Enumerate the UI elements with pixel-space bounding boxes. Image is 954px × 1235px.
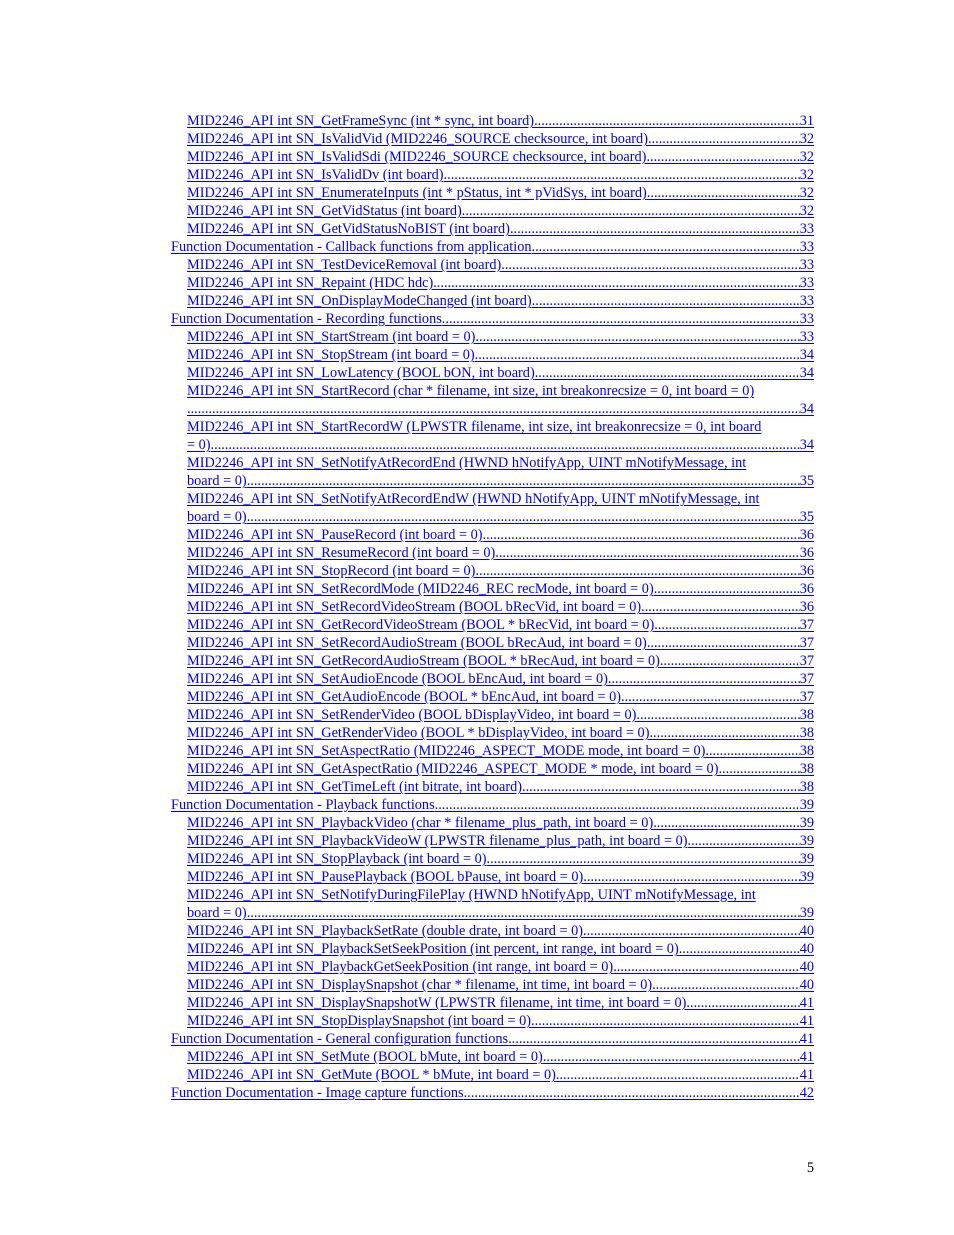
toc-entry-title: MID2246_API int SN_PlaybackVideo (char * filename_plus_path, int board = 0) <box>187 815 654 831</box>
toc-page-number: 37 <box>799 635 814 651</box>
toc-entry-title: MID2246_API int SN_GetVidStatusNoBIST (int board) <box>187 221 510 237</box>
dot-leader <box>679 940 800 958</box>
toc-entry-title: MID2246_API int SN_SetRecordAudioStream (BOOL bRecAud, int board = 0) <box>187 635 647 651</box>
toc-entry-title: MID2246_API int SN_StartRecordW (LPWSTR filename, int size, int breakonrecsize = 0, int board <box>187 419 762 435</box>
toc-entry-link[interactable] <box>171 976 814 994</box>
dot-leader <box>621 688 800 706</box>
toc-entry-link[interactable] <box>171 778 814 796</box>
toc-entry-link[interactable] <box>171 922 814 940</box>
toc-page-number: 33 <box>799 257 814 273</box>
toc-page-number: 33 <box>799 293 814 309</box>
toc-entry-title: MID2246_API int SN_DisplaySnapshot (char * filename, int time, int board = 0) <box>187 977 653 993</box>
toc-page-number: 39 <box>799 833 814 849</box>
dot-leader <box>686 994 799 1012</box>
toc-page-number: 38 <box>799 743 814 759</box>
dot-leader <box>475 346 800 364</box>
toc-entry-link[interactable] <box>171 940 814 958</box>
toc-entry-link[interactable] <box>171 670 814 688</box>
toc-entry-title: MID2246_API int SN_PauseRecord (int board = 0) <box>187 527 483 543</box>
dot-leader <box>613 958 800 976</box>
page-number: 5 <box>806 1160 814 1176</box>
toc-entry-link[interactable] <box>171 328 814 346</box>
toc-entry-title: MID2246_API int SN_GetAspectRatio (MID2246_ASPECT_MODE * mode, int board = 0) <box>187 761 719 777</box>
toc-entry-link[interactable] <box>171 868 814 886</box>
toc-page-number: 32 <box>799 185 814 201</box>
toc-entry-link[interactable] <box>171 166 814 184</box>
toc-page-number: 38 <box>799 725 814 741</box>
dot-leader <box>705 742 799 760</box>
dot-leader <box>531 1012 800 1030</box>
toc-entry-title: MID2246_API int SN_GetFrameSync (int * sync, int board) <box>187 113 535 129</box>
toc-entry-title: Function Documentation - Recording functions <box>171 311 442 327</box>
toc-section-link[interactable] <box>171 1030 814 1048</box>
toc-entry-link[interactable] <box>171 292 814 310</box>
toc-page-number: 38 <box>799 779 814 795</box>
dot-leader <box>522 778 800 796</box>
toc-entry-title: MID2246_API int SN_StopStream (int board = 0) <box>187 347 475 363</box>
dot-leader <box>475 562 799 580</box>
toc-page-number: 33 <box>799 311 814 327</box>
toc-page-number: 40 <box>799 959 814 975</box>
toc-page-number: 37 <box>799 689 814 705</box>
dot-leader <box>646 148 799 166</box>
toc-entry-link[interactable] <box>171 202 814 220</box>
toc-section-link[interactable] <box>171 1084 814 1102</box>
toc-entry-link[interactable] <box>171 616 814 634</box>
toc-entry-title: MID2246_API int SN_GetRecordAudioStream (BOOL * bRecAud, int board = 0) <box>187 653 660 669</box>
dot-leader <box>444 166 800 184</box>
dot-leader <box>647 184 800 202</box>
dot-leader <box>495 544 799 562</box>
dot-leader <box>608 670 800 688</box>
dot-leader <box>532 292 800 310</box>
toc-page-number: 39 <box>799 851 814 867</box>
dot-leader <box>442 310 800 328</box>
toc-entry-link[interactable] <box>171 814 814 832</box>
toc-entry-title: MID2246_API int SN_StopRecord (int board = 0) <box>187 563 476 579</box>
toc-entry-link[interactable] <box>171 760 814 778</box>
toc-page-number: 33 <box>799 275 814 291</box>
toc-page-number: 36 <box>799 563 814 579</box>
toc-page-number: 33 <box>799 329 814 345</box>
toc-entry-title-continued: = 0) <box>187 437 211 453</box>
toc-entry-title: Function Documentation - Callback functions from application <box>171 239 532 255</box>
toc-entry-title: MID2246_API int SN_GetAudioEncode (BOOL * bEncAud, int board = 0) <box>187 689 622 705</box>
dot-leader <box>211 436 800 454</box>
toc-entry-title: MID2246_API int SN_StartRecord (char * filename, int size, int breakonrecsize = 0, int board = 0) <box>187 383 755 399</box>
dot-leader <box>636 706 799 724</box>
toc-entry-title: MID2246_API int SN_Repaint (HDC hdc) <box>187 275 434 291</box>
toc-entry-link[interactable] <box>171 364 814 382</box>
toc-entry-title: MID2246_API int SN_PlaybackGetSeekPosition (int range, int board = 0) <box>187 959 614 975</box>
toc-page-number: 37 <box>799 671 814 687</box>
toc-entry-title: MID2246_API int SN_SetNotifyAtRecordEndW (HWND hNotifyApp, UINT mNotifyMessage, int <box>187 491 760 507</box>
toc-entry-link[interactable] <box>171 112 814 130</box>
toc-entry-title: MID2246_API int SN_SetNotifyAtRecordEnd (HWND hNotifyApp, UINT mNotifyMessage, int <box>187 455 747 471</box>
dot-leader <box>583 922 800 940</box>
toc-page-number: 36 <box>799 527 814 543</box>
toc-entry-link[interactable] <box>171 598 814 616</box>
toc-entry-link[interactable] <box>171 274 814 292</box>
toc-entry-link[interactable] <box>171 256 814 274</box>
toc-entry-title: MID2246_API int SN_SetMute (BOOL bMute, int board = 0) <box>187 1049 543 1065</box>
dot-leader <box>535 364 800 382</box>
toc-entry-title: Function Documentation - General configuration functions <box>171 1031 509 1047</box>
toc-entry-title: MID2246_API int SN_SetAudioEncode (BOOL bEncAud, int board = 0) <box>187 671 608 687</box>
toc-entry-title-continued: board = 0) <box>187 509 247 525</box>
dot-leader <box>641 598 800 616</box>
toc-page-number: 31 <box>799 113 814 129</box>
dot-leader <box>483 526 800 544</box>
toc-page-number: 32 <box>799 203 814 219</box>
toc-entry-title-continued: board = 0) <box>187 473 247 489</box>
toc-page-number: 38 <box>799 761 814 777</box>
toc-page-number: 40 <box>799 941 814 957</box>
toc-page-number: 39 <box>799 815 814 831</box>
toc-entry-link[interactable] <box>171 346 814 364</box>
toc-entry-title: MID2246_API int SN_StopDisplaySnapshot (int board = 0) <box>187 1013 532 1029</box>
dot-leader <box>654 616 799 634</box>
dot-leader <box>649 724 799 742</box>
toc-entry-link[interactable] <box>171 958 814 976</box>
toc-page-number: 41 <box>799 1049 814 1065</box>
toc-page-number: 41 <box>799 1031 814 1047</box>
dot-leader <box>433 274 799 292</box>
toc-entry-link[interactable] <box>171 184 814 202</box>
toc-entry-title: MID2246_API int SN_PlaybackSetSeekPosition (int percent, int range, int board = 0) <box>187 941 679 957</box>
dot-leader <box>464 1084 800 1102</box>
toc-entry-title: MID2246_API int SN_PlaybackSetRate (double drate, int board = 0) <box>187 923 583 939</box>
toc-page-number: 36 <box>799 581 814 597</box>
dot-leader <box>508 1030 800 1048</box>
toc-entry-title: MID2246_API int SN_GetVidStatus (int board) <box>187 203 462 219</box>
dot-leader <box>718 760 799 778</box>
toc-entry-link[interactable] <box>171 850 814 868</box>
toc-entry-title: MID2246_API int SN_GetTimeLeft (int bitrate, int board) <box>187 779 523 795</box>
toc-entry-title: MID2246_API int SN_IsValidDv (int board) <box>187 167 444 183</box>
dot-leader <box>660 652 800 670</box>
toc-entry-link[interactable] <box>171 994 814 1012</box>
toc-page-number: 42 <box>799 1085 814 1101</box>
toc-entry-title: MID2246_API int SN_PausePlayback (BOOL bPause, int board = 0) <box>187 869 584 885</box>
toc-page-number: 40 <box>799 923 814 939</box>
toc-page-number: 39 <box>799 869 814 885</box>
toc-page-number: 37 <box>799 653 814 669</box>
toc-page-number: 34 <box>799 347 814 363</box>
dot-leader <box>652 976 800 994</box>
toc-entry-link[interactable] <box>171 382 814 418</box>
toc-entry-link[interactable] <box>171 688 814 706</box>
toc-entry-title: MID2246_API int SN_SetNotifyDuringFilePlay (HWND hNotifyApp, UINT mNotifyMessage, int <box>187 887 756 903</box>
toc-entry-link[interactable] <box>171 1048 814 1066</box>
toc-section-link[interactable] <box>171 310 814 328</box>
toc-entry-link[interactable] <box>171 454 814 490</box>
toc-entry-title: MID2246_API int SN_EnumerateInputs (int * pStatus, int * pVidSys, int board) <box>187 185 647 201</box>
dot-leader <box>543 1048 800 1066</box>
toc-entry-link[interactable] <box>171 1012 814 1030</box>
toc-entry-link[interactable] <box>171 706 814 724</box>
toc-page-number: 36 <box>799 599 814 615</box>
dot-leader <box>247 472 800 490</box>
toc-entry-link[interactable] <box>171 490 814 526</box>
toc-page-number: 40 <box>799 977 814 993</box>
toc-page-number: 36 <box>799 545 814 561</box>
toc-page-number: 34 <box>799 401 814 417</box>
toc-entry-title: MID2246_API int SN_PlaybackVideoW (LPWSTR filename_plus_path, int board = 0) <box>187 833 688 849</box>
toc-page-number: 32 <box>799 131 814 147</box>
dot-leader <box>475 328 799 346</box>
toc-page-number: 41 <box>799 1013 814 1029</box>
toc-page-number: 37 <box>799 617 814 633</box>
toc-entry-title: MID2246_API int SN_OnDisplayModeChanged (int board) <box>187 293 532 309</box>
toc-entry-title: MID2246_API int SN_GetRecordVideoStream (BOOL * bRecVid, int board = 0) <box>187 617 655 633</box>
toc-entry-title: MID2246_API int SN_DisplaySnapshotW (LPWSTR filename, int time, int board = 0) <box>187 995 687 1011</box>
toc-entry-title: MID2246_API int SN_IsValidVid (MID2246_SOURCE checksource, int board) <box>187 131 648 147</box>
toc-page-number: 34 <box>799 365 814 381</box>
toc-entry-title: MID2246_API int SN_StopPlayback (int board = 0) <box>187 851 487 867</box>
toc-entry-title: MID2246_API int SN_SetRecordMode (MID2246_REC recMode, int board = 0) <box>187 581 654 597</box>
toc-entry-title: MID2246_API int SN_SetAspectRatio (MID2246_ASPECT_MODE mode, int board = 0) <box>187 743 706 759</box>
toc-page-number: 41 <box>799 1067 814 1083</box>
dot-leader <box>583 868 799 886</box>
dot-leader <box>653 814 799 832</box>
toc-entry-link[interactable] <box>171 526 814 544</box>
dot-leader <box>688 832 800 850</box>
toc-entry-title: MID2246_API int SN_ResumeRecord (int board = 0) <box>187 545 496 561</box>
toc-entry-link[interactable] <box>171 148 814 166</box>
toc-page-number: 34 <box>799 437 814 453</box>
dot-leader <box>532 238 800 256</box>
table-of-contents <box>171 112 814 1102</box>
toc-entry-link[interactable] <box>171 886 814 922</box>
toc-page-number: 32 <box>799 167 814 183</box>
toc-entry-title: MID2246_API int SN_SetRenderVideo (BOOL bDisplayVideo, int board = 0) <box>187 707 637 723</box>
toc-page-number: 38 <box>799 707 814 723</box>
dot-leader <box>187 400 800 418</box>
dot-leader <box>556 1066 800 1084</box>
dot-leader <box>534 112 800 130</box>
toc-page-number: 39 <box>799 797 814 813</box>
dot-leader <box>435 796 800 814</box>
toc-entry-title: MID2246_API int SN_GetRenderVideo (BOOL * bDisplayVideo, int board = 0) <box>187 725 650 741</box>
toc-entry-link[interactable] <box>171 562 814 580</box>
toc-entry-link[interactable] <box>171 724 814 742</box>
toc-page-number: 33 <box>799 239 814 255</box>
toc-entry-link[interactable] <box>171 130 814 148</box>
toc-section-link[interactable] <box>171 238 814 256</box>
dot-leader <box>487 850 800 868</box>
toc-page-number: 39 <box>799 905 814 921</box>
toc-section-link[interactable] <box>171 796 814 814</box>
toc-entry-title: Function Documentation - Playback functions <box>171 797 435 813</box>
toc-page-number: 35 <box>799 473 814 489</box>
toc-entry-link[interactable] <box>171 418 814 454</box>
dot-leader <box>654 580 800 598</box>
dot-leader <box>647 634 800 652</box>
dot-leader <box>648 130 800 148</box>
toc-entry-title: MID2246_API int SN_GetMute (BOOL * bMute, int board = 0) <box>187 1067 556 1083</box>
toc-page-number: 32 <box>799 149 814 165</box>
toc-page-number: 35 <box>799 509 814 525</box>
toc-entry-title: MID2246_API int SN_SetRecordVideoStream (BOOL bRecVid, int board = 0) <box>187 599 642 615</box>
toc-entry-link[interactable] <box>171 634 814 652</box>
toc-entry-title: MID2246_API int SN_LowLatency (BOOL bON, int board) <box>187 365 535 381</box>
toc-page-number: 33 <box>799 221 814 237</box>
dot-leader <box>462 202 800 220</box>
toc-entry-link[interactable] <box>171 652 814 670</box>
toc-entry-title-continued: board = 0) <box>187 905 247 921</box>
toc-entry-link[interactable] <box>171 1066 814 1084</box>
toc-entry-link[interactable] <box>171 832 814 850</box>
toc-entry-link[interactable] <box>171 544 814 562</box>
dot-leader <box>501 256 799 274</box>
toc-entry-title: Function Documentation - Image capture functions <box>171 1085 464 1101</box>
toc-entry-link[interactable] <box>171 580 814 598</box>
dot-leader <box>510 220 800 238</box>
toc-entry-link[interactable] <box>171 742 814 760</box>
toc-entry-title: MID2246_API int SN_IsValidSdi (MID2246_SOURCE checksource, int board) <box>187 149 647 165</box>
toc-page-number: 41 <box>799 995 814 1011</box>
toc-entry-title: MID2246_API int SN_TestDeviceRemoval (int board) <box>187 257 502 273</box>
toc-entry-link[interactable] <box>171 220 814 238</box>
toc-entry-title: MID2246_API int SN_StartStream (int board = 0) <box>187 329 476 345</box>
dot-leader <box>247 904 800 922</box>
dot-leader <box>247 508 800 526</box>
